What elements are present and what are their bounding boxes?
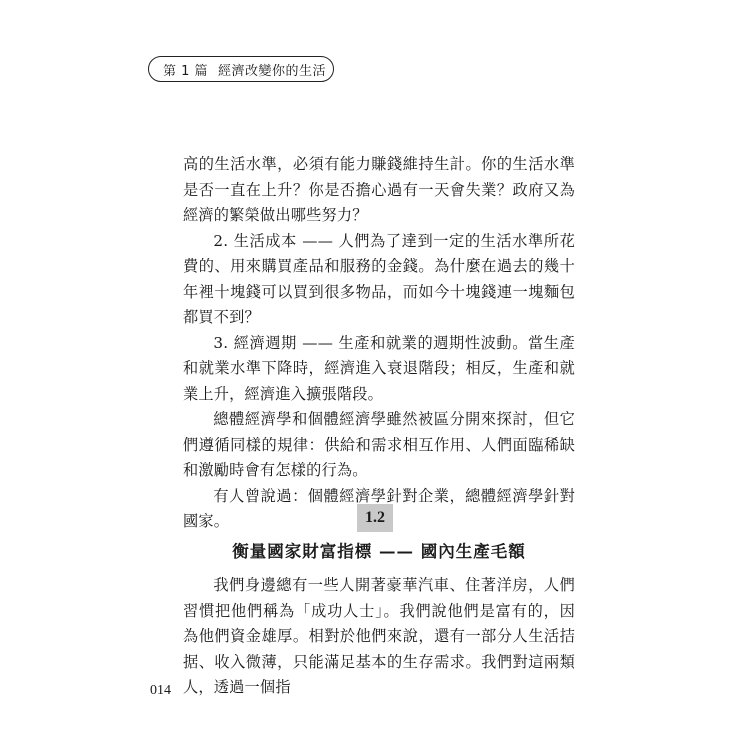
paragraph-macro-micro: 總體經濟學和個體經濟學雖然被區分開來探討，但它們遵循同樣的規律：供給和需求相互作用、人們面臨稀缺和激勵時會有怎樣的行為。 — [183, 410, 575, 479]
chapter-header — [148, 56, 334, 82]
section-number-badge: 1.2 — [357, 504, 393, 532]
body-text-bottom — [183, 573, 575, 701]
paragraph-wealth: 我們身邊總有一些人開著豪華汽車、住著洋房，人們習慣把他們稱為「成功人士」。我們說他們是富有的，因為他們資金雄厚。相對於他們來說，還有一部分人生活拮据、收入微薄，只能滿足基本的生存需求。我們對這兩類人，透過一個指 — [183, 576, 575, 696]
paragraph-continued: 高的生活水準，必須有能力賺錢維持生計。你的生活水準是否一直在上升？你是否擔心過有一天會失業？政府又為經濟的繁榮做出哪些努力？ — [183, 155, 575, 224]
paragraph-quote: 有人曾說過：個體經濟學針對企業，總體經濟學針對國家。 — [183, 486, 575, 530]
body-text-top — [183, 152, 575, 535]
paragraph-cost-of-living: 2. 生活成本 —— 人們為了達到一定的生活水準所花費的、用來購買產品和服務的金錢。為什麼在過去的幾十年裡十塊錢可以買到很多物品，而如今十塊錢連一塊麵包都買不到？ — [183, 231, 575, 326]
section-title: 衡量國家財富指標 —— 國內生產毛額 — [232, 542, 526, 561]
part-label: 第 1 篇 — [163, 63, 209, 79]
page-number: 014 — [150, 683, 171, 698]
part-title: 經濟改變你的生活 — [218, 63, 327, 79]
paragraph-business-cycle: 3. 經濟週期 —— 生產和就業的週期性波動。當生產和就業水準下降時，經濟進入衰退階段；相反，生產和就業上升，經濟進入擴張階段。 — [183, 333, 575, 403]
